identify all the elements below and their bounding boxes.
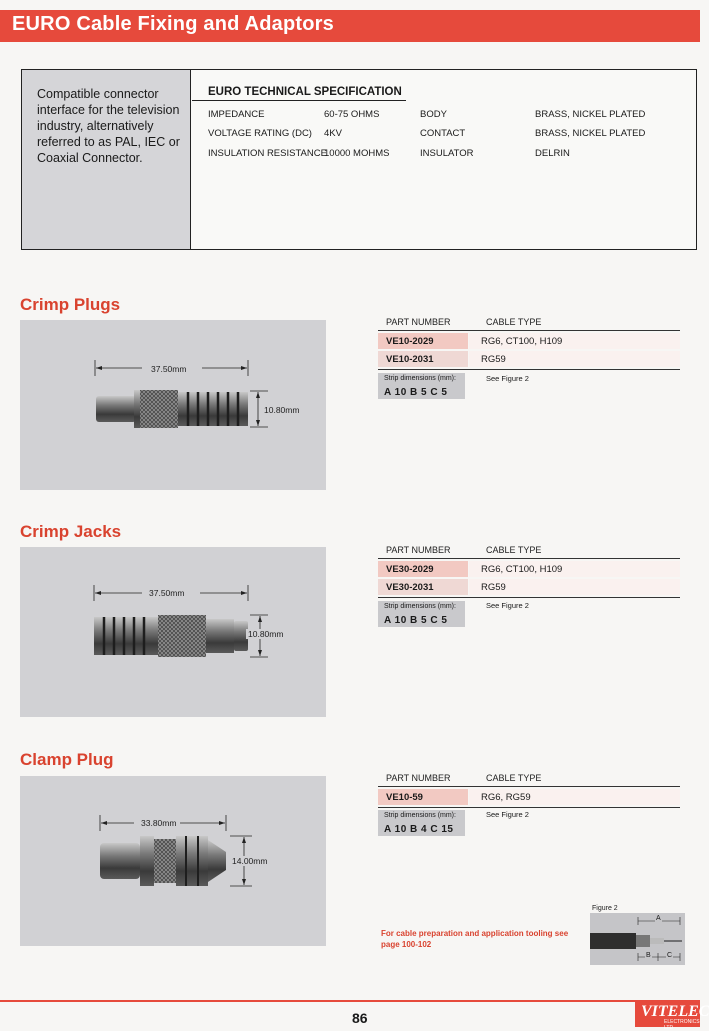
diameter-dimension: 10.80mm xyxy=(248,629,284,639)
diameter-dimension: 14.00mm xyxy=(232,856,268,866)
spec-value-insulation: 10000 MOHMS xyxy=(324,148,390,159)
footer-rule xyxy=(0,1000,700,1002)
spec-value-body: BRASS, NICKEL PLATED xyxy=(535,109,646,120)
spec-label-insulation: INSULATION RESISTANCE xyxy=(208,148,327,159)
crimp-jack-diagram xyxy=(20,547,326,717)
figure-2-label: Figure 2 xyxy=(592,905,618,912)
strip-dimensions-values: A 10 B 5 C 5 xyxy=(384,615,448,626)
strip-dimensions-values: A 10 B 5 C 5 xyxy=(384,387,448,398)
part-number-cell: VE30-2031 xyxy=(378,579,468,595)
section-title-crimp-jacks: Crimp Jacks xyxy=(20,522,122,541)
cable-type-cell: RG6, CT100, H109 xyxy=(469,333,680,349)
brand-name: VITELEC xyxy=(641,1003,709,1020)
strip-dimensions-box xyxy=(378,601,465,627)
spec-value-insulator: DELRIN xyxy=(535,148,570,159)
table-rule xyxy=(378,597,680,598)
spec-box xyxy=(21,69,697,250)
cable-type-cell: RG6, RG59 xyxy=(469,789,680,805)
spec-label-insulator: INSULATOR xyxy=(420,148,474,159)
strip-dimensions-values: A 10 B 4 C 15 xyxy=(384,824,454,835)
see-figure-note: See Figure 2 xyxy=(486,601,529,610)
table-rule xyxy=(378,330,680,331)
clamp-plug-drawing xyxy=(20,776,326,946)
spec-value-voltage: 4KV xyxy=(324,128,342,139)
dimension-c-label: C xyxy=(667,952,673,959)
diameter-dimension: 10.80mm xyxy=(264,405,300,415)
cable-type-header: CABLE TYPE xyxy=(486,317,542,327)
spec-value-contact: BRASS, NICKEL PLATED xyxy=(535,128,646,139)
tooling-reference-note: For cable preparation and application tooling see page 100-102 xyxy=(381,929,569,949)
part-number-header: PART NUMBER xyxy=(386,545,451,555)
part-number-header: PART NUMBER xyxy=(386,773,451,783)
strip-dimensions-label: Strip dimensions (mm): xyxy=(384,375,456,382)
brand-subtitle: ELECTRONICS LTD xyxy=(664,1019,700,1031)
see-figure-note: See Figure 2 xyxy=(486,810,529,819)
clamp-plug-diagram xyxy=(20,776,326,946)
spec-title-rule xyxy=(192,100,406,101)
table-rule xyxy=(378,369,680,370)
length-dimension: 37.50mm xyxy=(149,588,185,598)
strip-dimensions-label: Strip dimensions (mm): xyxy=(384,603,456,610)
table-rule xyxy=(378,807,680,808)
spec-intro: Compatible connector interface for the television industry, alternatively referred to as PAL, IEC or Coaxial Connector. xyxy=(22,70,191,249)
spec-label-contact: CONTACT xyxy=(420,128,466,139)
cable-type-cell: RG59 xyxy=(469,351,680,367)
dimension-b-label: B xyxy=(646,952,651,959)
part-number-cell: VE10-59 xyxy=(378,789,468,805)
spec-title: EURO TECHNICAL SPECIFICATION xyxy=(208,86,402,98)
strip-dimensions-label: Strip dimensions (mm): xyxy=(384,812,456,819)
part-number-cell: VE10-2029 xyxy=(378,333,468,349)
part-number-cell: VE30-2029 xyxy=(378,561,468,577)
part-number-header: PART NUMBER xyxy=(386,317,451,327)
cable-type-header: CABLE TYPE xyxy=(486,773,542,783)
spec-value-impedance: 60-75 OHMS xyxy=(324,109,380,120)
section-title-clamp-plug: Clamp Plug xyxy=(20,750,114,769)
spec-label-body: BODY xyxy=(420,109,447,120)
table-rule xyxy=(378,786,680,787)
spec-label-impedance: IMPEDANCE xyxy=(208,109,265,120)
cable-type-header: CABLE TYPE xyxy=(486,545,542,555)
length-dimension: 37.50mm xyxy=(151,364,187,374)
page-title: EURO Cable Fixing and Adaptors xyxy=(12,13,334,35)
strip-dimensions-box xyxy=(378,810,465,836)
strip-dimensions-box xyxy=(378,373,465,399)
page-number: 86 xyxy=(352,1010,368,1026)
see-figure-note: See Figure 2 xyxy=(486,374,529,383)
length-dimension: 33.80mm xyxy=(141,818,177,828)
part-number-cell: VE10-2031 xyxy=(378,351,468,367)
table-rule xyxy=(378,558,680,559)
cable-type-cell: RG59 xyxy=(469,579,680,595)
figure-2-diagram xyxy=(590,913,685,965)
spec-label-voltage: VOLTAGE RATING (DC) xyxy=(208,128,312,139)
crimp-plug-diagram xyxy=(20,320,326,490)
cable-type-cell: RG6, CT100, H109 xyxy=(469,561,680,577)
section-title-crimp-plugs: Crimp Plugs xyxy=(20,295,121,314)
dimension-a-label: A xyxy=(656,915,661,922)
